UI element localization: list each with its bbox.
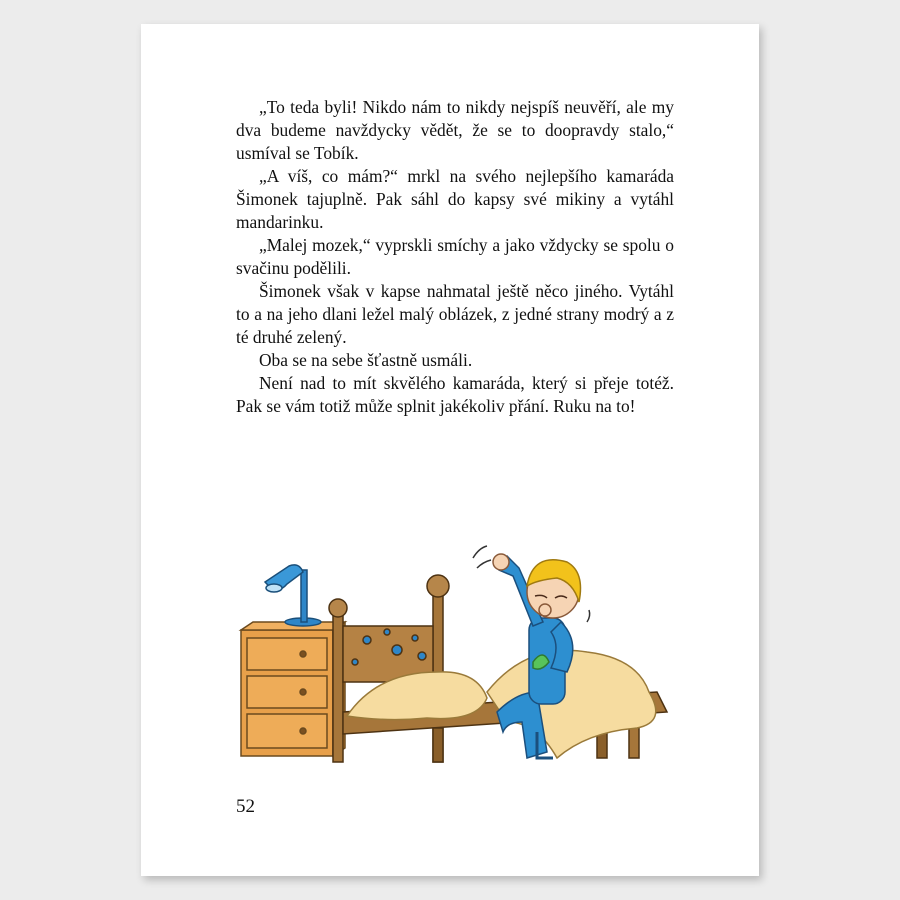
boy-waking-up-in-bed-illustration <box>237 522 681 766</box>
paragraph-1: „To teda byli! Nikdo nám to nikdy nejspíš neuvěří, ale my dva budeme navždycky vědět, že se to doopravdy stalo,“ usmíval se Tobík. <box>236 97 674 163</box>
paragraph-6: Není nad to mít skvělého kamaráda, který si přeje totéž. Pak se vám totiž může splnit jakékoliv přání. Ruku na to! <box>236 373 674 416</box>
nightstand-illustration <box>241 622 345 756</box>
story-text <box>236 96 674 418</box>
book-page <box>141 24 759 876</box>
paragraph-5: Oba se na sebe šťastně usmáli. <box>259 350 473 370</box>
paragraph-2: „A víš, co mám?“ mrkl na svého nejlepšího kamaráda Šimonek tajuplně. Pak sáhl do kapsy své mikiny a vytáhl mandarinku. <box>236 166 674 232</box>
page-number: 52 <box>236 796 255 817</box>
paragraph-4: Šimonek však v kapse nahmatal ještě něco jiného. Vytáhl to a na jeho dlani ležel malý oblázek, z jedné strany modrý a z té druhé zelený. <box>236 281 674 347</box>
paragraph-3: „Malej mozek,“ vyprskli smíchy a jako vždycky se spolu o svačinu podělili. <box>236 235 674 278</box>
desk-lamp-icon <box>265 565 321 626</box>
